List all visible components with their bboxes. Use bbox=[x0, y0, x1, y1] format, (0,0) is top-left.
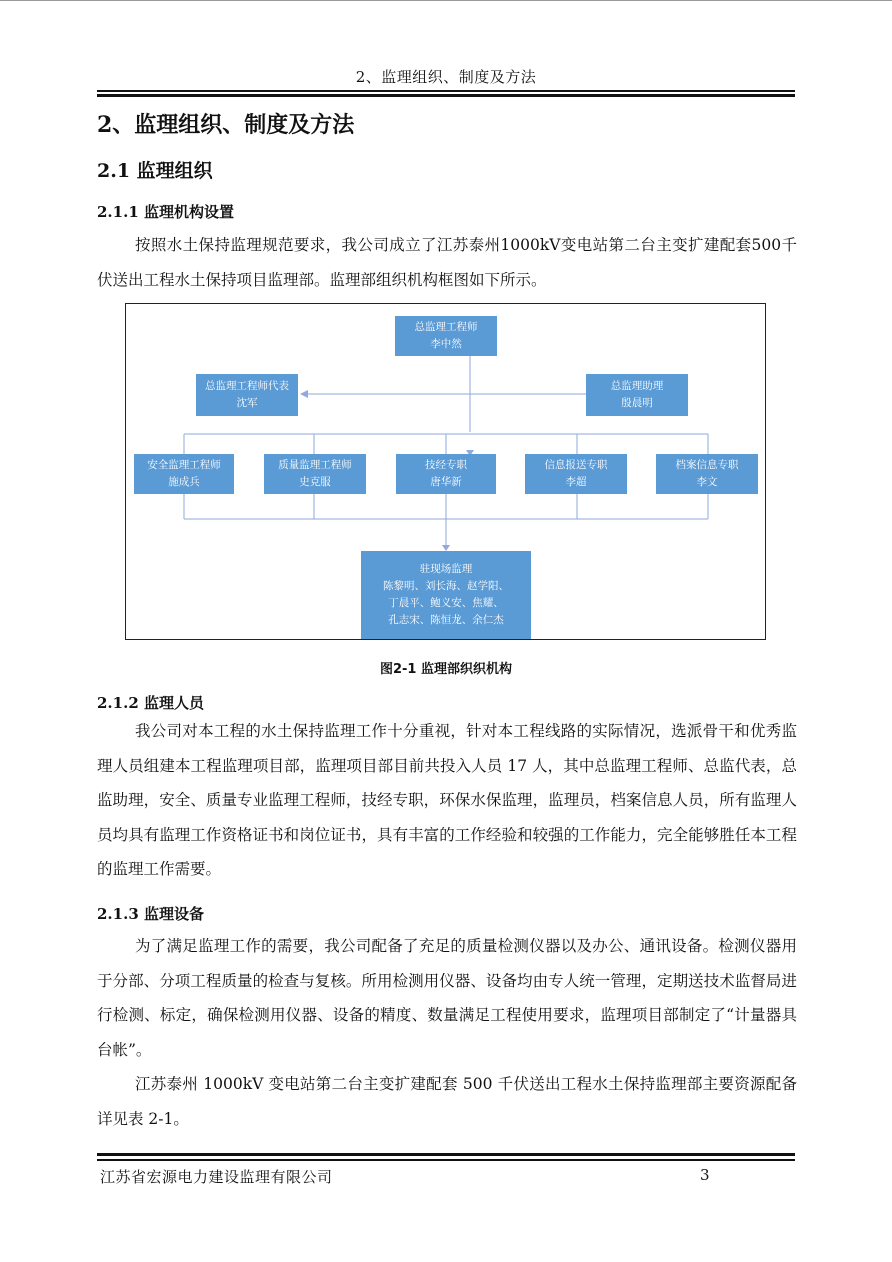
subsection-title: 2.1 监理组织 bbox=[97, 160, 213, 182]
page-top-border bbox=[0, 0, 892, 1]
footer-company: 江苏省宏源电力建设监理有限公司 bbox=[100, 1168, 333, 1186]
org-node-cost-specialist: 技经专职 唐华新 bbox=[396, 454, 496, 494]
org-setup-paragraph: 按照水土保持监理规范要求，我公司成立了江苏泰州1000kV变电站第二台主变扩建配套500千伏送出工程水土保持项目监理部。监理部组织机构框图如下所示。 bbox=[97, 236, 797, 289]
page-number: 3 bbox=[700, 1166, 710, 1184]
org-chart-figure bbox=[125, 303, 766, 640]
org-node-assistant: 总监理助理 殷晨明 bbox=[586, 374, 688, 416]
org-node-safety-engineer: 安全监理工程师 施成兵 bbox=[134, 454, 234, 494]
header-rule-thin bbox=[97, 90, 795, 92]
footer-rule-thick bbox=[97, 1153, 795, 1156]
org-node-onsite-supervisors: 驻现场监理 陈黎明、刘长海、赵学阳、 丁晨平、鲍义安、焦耀、 孔志宋、陈恒龙、余仁杰 bbox=[361, 551, 531, 639]
org-node-info-specialist: 信息报送专职 李超 bbox=[525, 454, 627, 494]
org-setup-heading: 2.1.1 监理机构设置 bbox=[97, 203, 234, 221]
org-node-archive-specialist: 档案信息专职 李文 bbox=[656, 454, 758, 494]
equipment-paragraph-1: 为了满足监理工作的需要，我公司配备了充足的质量检测仪器以及办公、通讯设备。检测仪器用于分部、分项工程质量的检查与复核。所用检测用仪器、设备均由专人统一管理，定期送技术监督局进行检测、标定，确保检测用仪器、设备的精度、数量满足工程使用要求，监理项目部制定了“计量器具台帐”。 bbox=[97, 937, 797, 1059]
section-title: 2、监理组织、制度及方法 bbox=[97, 112, 355, 138]
running-header: 2、监理组织、制度及方法 bbox=[355, 68, 537, 86]
figure-caption: 图2-1 监理部织织机构 bbox=[379, 662, 512, 677]
personnel-paragraph: 我公司对本工程的水土保持监理工作十分重视，针对本工程线路的实际情况，选派骨干和优秀监理人员组建本工程监理项目部，监理项目部目前共投入人员 17 人，其中总监理工程师、总监代表，总监助理，安全、质量专业监理工程师，技经专职，环保水保监理，监理员，档案信息人员，所有监理人员均具有监理工作资格证书和岗位证书，具有丰富的工作经验和较强的工作能力，完全能够胜任本工程的监理工作需要。 bbox=[97, 722, 797, 878]
org-node-quality-engineer: 质量监理工程师 史克服 bbox=[264, 454, 366, 494]
equipment-paragraph-2: 江苏泰州 1000kV 变电站第二台主变扩建配套 500 千伏送出工程水土保持监理部主要资源配备详见表 2-1。 bbox=[97, 1075, 797, 1128]
equipment-heading: 2.1.3 监理设备 bbox=[97, 905, 204, 923]
org-node-chief: 总监理工程师 李中然 bbox=[395, 316, 497, 356]
personnel-heading: 2.1.2 监理人员 bbox=[97, 694, 204, 712]
org-node-deputy: 总监理工程师代表 沈军 bbox=[196, 374, 298, 416]
header-rule-thick bbox=[97, 94, 795, 97]
footer-rule-thin bbox=[97, 1159, 795, 1161]
